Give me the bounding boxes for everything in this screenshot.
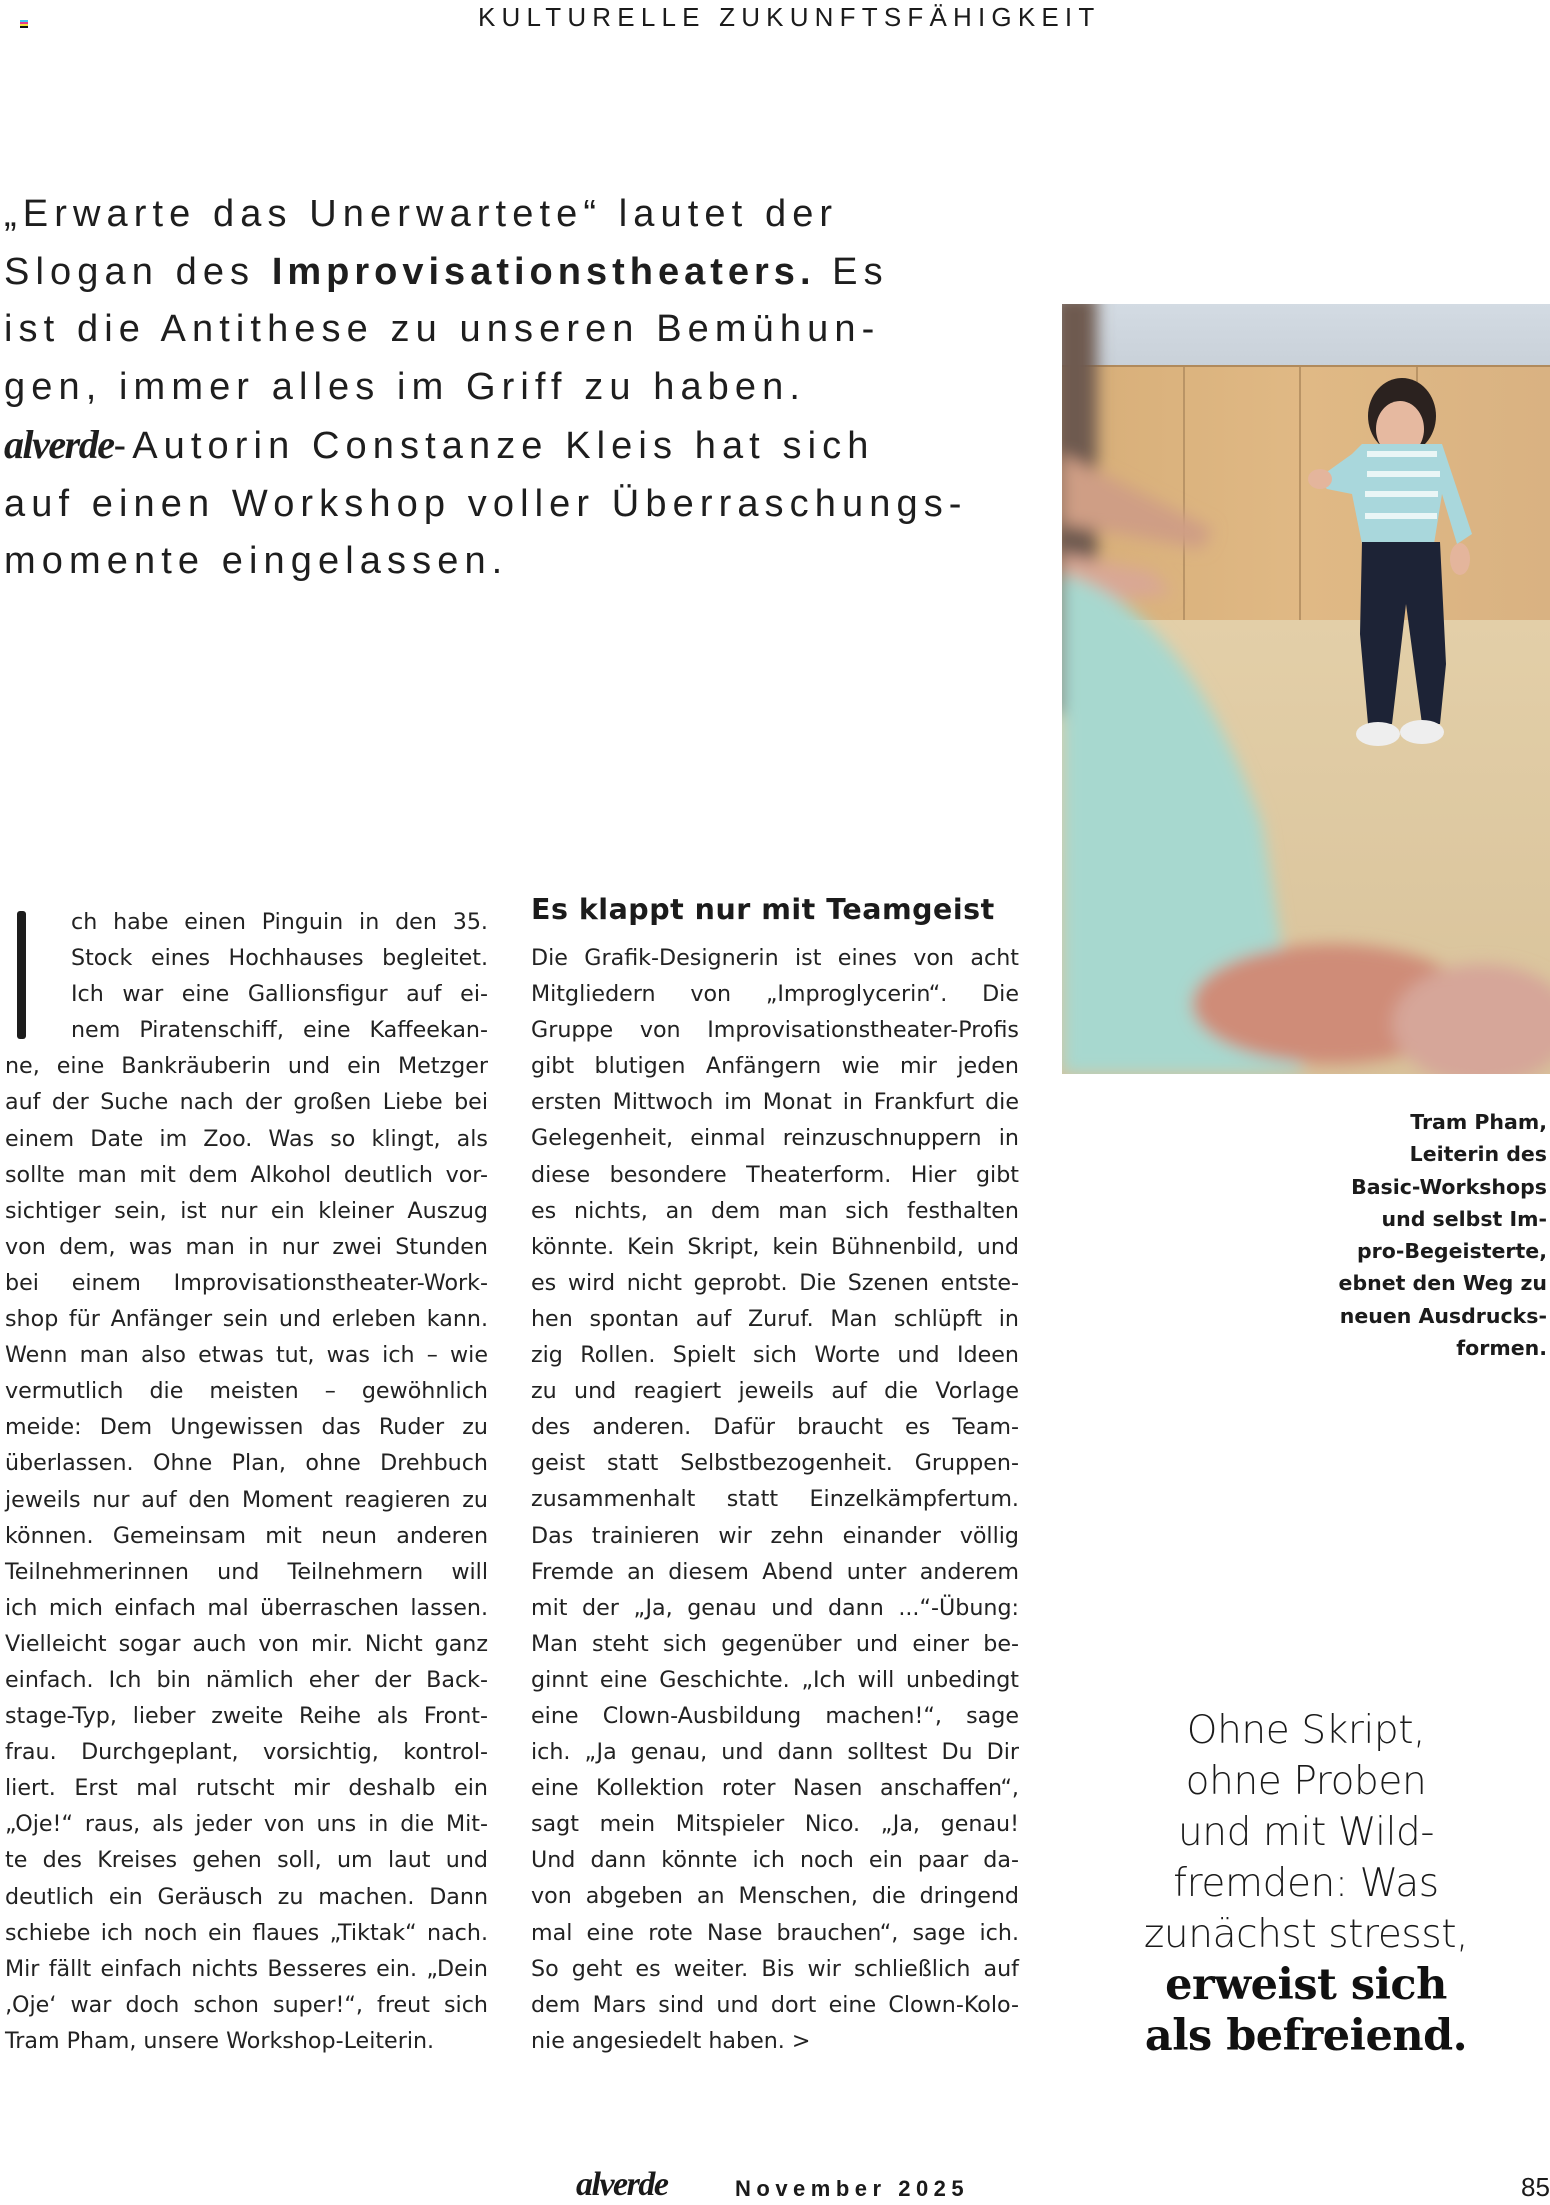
intro-line: „Erwarte das Unerwartete“ lautet der <box>4 193 839 235</box>
body-text-line: überlassen. Ohne Plan, ohne Drehbuch <box>5 1450 488 1477</box>
body-text-line: jeweils nur auf den Moment reagieren zu <box>5 1486 488 1513</box>
body-text-line: Und dann könnte ich noch ein paar da- <box>531 1847 1019 1874</box>
body-text-line: gibt blutigen Anfängern wie mir jeden <box>531 1053 1019 1080</box>
body-text-line: diese besondere Theaterform. Hier gibt <box>531 1161 1019 1188</box>
pull-quote-line: als befreiend. <box>1144 2011 1468 2061</box>
intro-line: momente eingelassen. <box>4 540 509 582</box>
body-text-line: Die Grafik-Designerin ist eines von acht <box>531 945 1019 971</box>
body-text-line: es wird nicht geprobt. Die Szenen entste- <box>531 1269 1019 1296</box>
article-column-left <box>5 904 488 2059</box>
intro-line: gen, immer alles im Griff zu haben. <box>4 365 807 408</box>
body-text-line: dem Mars sind und dort eine Clown-Kolo- <box>531 1991 1019 2018</box>
body-text-line: Das trainieren wir zehn einander völlig <box>531 1522 1019 1549</box>
body-text-line: ‚Oje‘ war doch schon super!“, freut sich <box>5 1991 488 2018</box>
pull-quote-light <box>1100 1705 1512 1960</box>
pull-quote <box>1100 1705 1512 2062</box>
body-text-line: deutlich ein Geräusch zu machen. Dann <box>5 1883 488 1910</box>
body-text-line: eine Clown-Ausbildung machen!“, sage <box>531 1702 1019 1729</box>
caption-line: ebnet den Weg zu <box>1338 1271 1547 1296</box>
body-text-line: hen spontan auf Zuruf. Man schlüpft in <box>531 1305 1019 1332</box>
footer-brand-logo: alverde <box>576 2166 668 2203</box>
pull-quote-line: und mit Wild- <box>1177 1810 1435 1855</box>
body-text-line: nem Piratenschiff, eine Kaffeekan- <box>71 1017 488 1044</box>
body-text-line: Fremde an diesem Abend unter anderem <box>531 1558 1019 1585</box>
body-text-line: „Oje!“ raus, als jeder von uns in die Mit- <box>5 1811 488 1838</box>
body-text-line: Gruppe von Improvisationstheater-Profis <box>531 1017 1019 1044</box>
brand-logo-inline: alverde <box>4 422 114 467</box>
body-text-line: zusammenhalt statt Einzelkämpfertum. <box>531 1486 1019 1513</box>
body-text-line: vermutlich die meisten – gewöhnlich <box>5 1378 488 1405</box>
body-text-line: es nichts, an dem man sich festhalten <box>531 1197 1019 1224</box>
body-text-line: könnte. Kein Skript, kein Bühnenbild, und <box>531 1233 1019 1260</box>
body-text-line: Wenn man also etwas tut, was ich – wie <box>5 1342 488 1369</box>
body-text-line: von dem, was man in nur zwei Stunden <box>5 1233 488 1260</box>
photo-illustration <box>1062 304 1550 1074</box>
body-text-line: ginnt eine Geschichte. „Ich will unbedingt <box>531 1666 1019 1693</box>
body-text-line: von abgeben an Menschen, die dringend <box>531 1883 1019 1910</box>
body-text-line: Vielleicht sogar auch von mir. Nicht ganz <box>5 1630 488 1657</box>
pull-quote-emphasis <box>1100 1960 1512 2062</box>
body-text-line: So geht es weiter. Bis wir schließlich auf <box>531 1955 1019 1982</box>
intro-line: alverde-Autorin Constanze Kleis hat sich <box>4 422 875 467</box>
footer-issue-date: November 2025 <box>735 2176 970 2201</box>
pull-quote-line: fremden: Was <box>1173 1861 1439 1906</box>
body-text-line: eine Kollektion roter Nasen anschaffen“, <box>531 1775 1019 1802</box>
body-text-line: Mir fällt einfach nichts Besseres ein. „Dein <box>5 1955 488 1982</box>
body-text-line: mit der „Ja, genau und dann ...“-Übung: <box>531 1594 1019 1621</box>
body-text-line: ch habe einen Pinguin in den 35. <box>71 909 488 935</box>
pull-quote-line: erweist sich <box>1165 1960 1447 2010</box>
pull-quote-line: Ohne Skript, <box>1186 1708 1426 1753</box>
body-text-line: Stock eines Hochhauses begleitet. <box>71 945 488 972</box>
body-text-line: zu und reagiert jeweils auf die Vorlage <box>531 1378 1019 1405</box>
body-text-line: Man steht sich gegenüber und einer be- <box>531 1630 1019 1657</box>
intro-line: ist die Antithese zu unseren Bemühun- <box>4 308 881 350</box>
body-text-line: einfach. Ich bin nämlich eher der Back- <box>5 1666 488 1693</box>
caption-line: Leiterin des <box>1409 1142 1547 1167</box>
body-text-line: stage-Typ, lieber zweite Reihe als Front- <box>5 1703 488 1730</box>
pull-quote-line: ohne Proben <box>1185 1759 1427 1804</box>
body-text-line: zig Rollen. Spielt sich Worte und Ideen <box>531 1342 1019 1369</box>
body-text-line: Gelegenheit, einmal reinzuschnuppern in <box>531 1125 1019 1152</box>
body-text-line: Tram Pham, unsere Workshop-Leiterin. <box>5 2027 435 2054</box>
body-text-line: te des Kreises gehen soll, um laut und <box>5 1847 488 1874</box>
body-text-line: Teilnehmerinnen und Teilnehmern will <box>5 1558 488 1585</box>
body-text-line: meide: Dem Ungewissen das Ruder zu <box>5 1414 488 1441</box>
body-text-line: sichtiger sein, ist nur ein kleiner Auszug <box>5 1197 488 1224</box>
body-text-line: nie angesiedelt haben. > <box>531 2027 811 2054</box>
article-intro <box>4 186 1004 591</box>
caption-line: Basic-Workshops <box>1351 1174 1547 1199</box>
body-text-line: sollte man mit dem Alkohol deutlich vor- <box>5 1161 488 1188</box>
photo-caption <box>1247 1106 1547 1364</box>
body-text-line: bei einem Improvisationstheater-Work- <box>5 1269 488 1296</box>
body-text-line: mal eine rote Nase brauchen“, sage ich. <box>531 1919 1019 1946</box>
article-subheading: Es klappt nur mit Teamgeist <box>531 893 995 926</box>
body-text-line: ersten Mittwoch im Monat in Frankfurt die <box>531 1089 1019 1116</box>
section-kicker: KULTURELLE ZUKUNFTSFÄHIGKEIT <box>478 2 1101 32</box>
body-text-line: sagt mein Mitspieler Nico. „Ja, genau! <box>531 1811 1019 1838</box>
registration-swatch-black <box>20 26 28 28</box>
print-registration-mark <box>20 20 28 28</box>
body-text-line: Mitgliedern von „Improglycerin“. Die <box>531 981 1019 1008</box>
article-photo <box>1062 304 1550 1074</box>
body-text-line: liert. Erst mal rutscht mir deshalb ein <box>5 1775 488 1802</box>
body-text-line: shop für Anfänger sein und erleben kann. <box>5 1306 488 1333</box>
caption-line: und selbst Im- <box>1381 1206 1547 1231</box>
body-text-line: ich. „Ja genau, und dann solltest Du Dir <box>531 1739 1019 1766</box>
intro-line: Slogan des Improvisationstheaters. Es <box>4 250 889 293</box>
body-text-line: schiebe ich noch ein flaues „Tiktak“ nach. <box>5 1919 488 1946</box>
body-text-line: ich mich einfach mal überraschen lassen. <box>5 1594 488 1621</box>
body-text-line: auf der Suche nach der großen Liebe bei <box>5 1089 488 1116</box>
body-text-line: des anderen. Dafür braucht es Team- <box>531 1414 1019 1441</box>
article-column-center <box>531 940 1019 2059</box>
body-text-line: ne, eine Bankräuberin und ein Metzger <box>5 1053 488 1080</box>
caption-line: formen. <box>1456 1336 1547 1361</box>
body-text-line: können. Gemeinsam mit neun anderen <box>5 1522 488 1549</box>
caption-line: pro-Begeisterte, <box>1356 1239 1547 1264</box>
caption-line: neuen Ausdrucks- <box>1339 1303 1547 1328</box>
body-text-line: frau. Durchgeplant, vorsichtig, kontrol- <box>5 1739 488 1766</box>
caption-line: Tram Pham, <box>1410 1110 1547 1134</box>
intro-line: auf einen Workshop voller Überraschungs- <box>4 482 968 525</box>
page-number: 85 <box>1521 2172 1550 2202</box>
body-text-line: Ich war eine Gallionsfigur auf ei- <box>71 981 488 1008</box>
pull-quote-line: zunächst stresst, <box>1143 1912 1469 1957</box>
body-text-line: einem Date im Zoo. Was so klingt, als <box>5 1125 488 1152</box>
body-text-line: geist statt Selbstbezogenheit. Gruppen- <box>531 1450 1019 1477</box>
intro-emphasis: Improvisationstheaters. <box>271 250 816 293</box>
